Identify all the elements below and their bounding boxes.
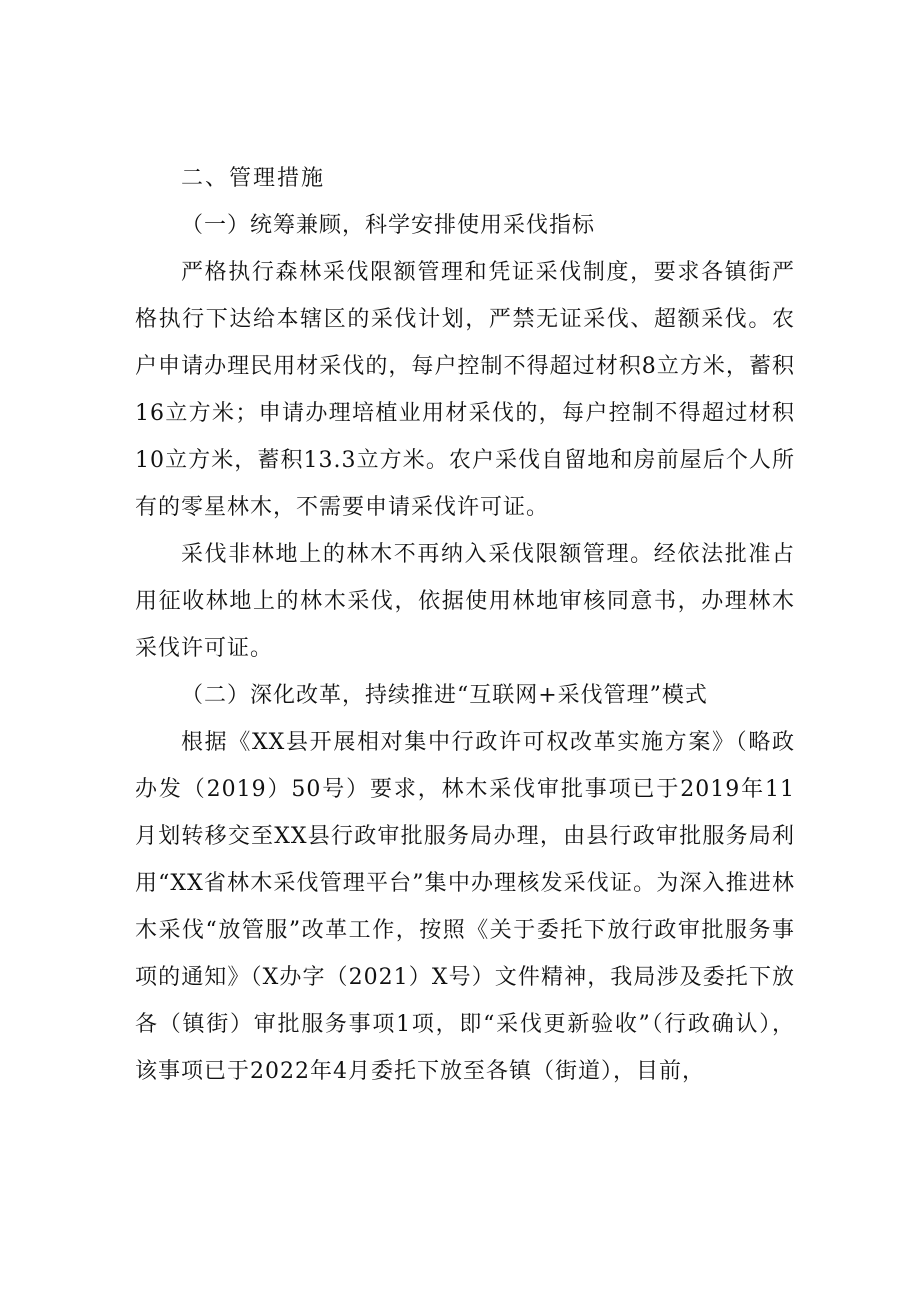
- subsection-title-2: （二）深化改革，持续推进“互联网+采伐管理”模式: [181, 683, 708, 708]
- paragraph-2: 采伐非林地上的林木不再纳入采伐限额管理。经依法批准占用征收林地上的林木采伐，依据使用林地审核同意书，办理林木采伐许可证。: [135, 542, 795, 661]
- document-body: [135, 155, 795, 1095]
- paragraph-1: 严格执行森林采伐限额管理和凭证采伐制度，要求各镇街严格执行下达给本辖区的采伐计划，严禁无证采伐、超额采伐。农户申请办理民用材采伐的，每户控制不得超过材积8立方米，蓄积16立方米；申请办理培植业用材采伐的，每户控制不得超过材积10立方米，蓄积13.3立方米。农户采伐自留地和房前屋后个人所有的零星林木，不需要申请采伐许可证。: [135, 260, 795, 520]
- section-title: 二、管理措施: [181, 166, 326, 191]
- paragraph-3: 根据《XX县开展相对集中行政许可权改革实施方案》（略政办发（2019）50号）要求，林木采伐审批事项已于2019年11月划转移交至XX县行政审批服务局办理，由县行政审批服务局利用“XX省林木采伐管理平台”集中办理核发采伐证。为深入推进林木采伐“放管服”改革工作，按照《关于委托下放行政审批服务事项的通知》（X办字（2021）X号）文件精神，我局涉及委托下放各（镇街）审批服务事项1项，即“采伐更新验收”（行政确认），该事项已于2022年4月委托下放至各镇（街道），目前，: [135, 730, 795, 1084]
- subsection-title-1: （一）统筹兼顾，科学安排使用采伐指标: [181, 213, 596, 238]
